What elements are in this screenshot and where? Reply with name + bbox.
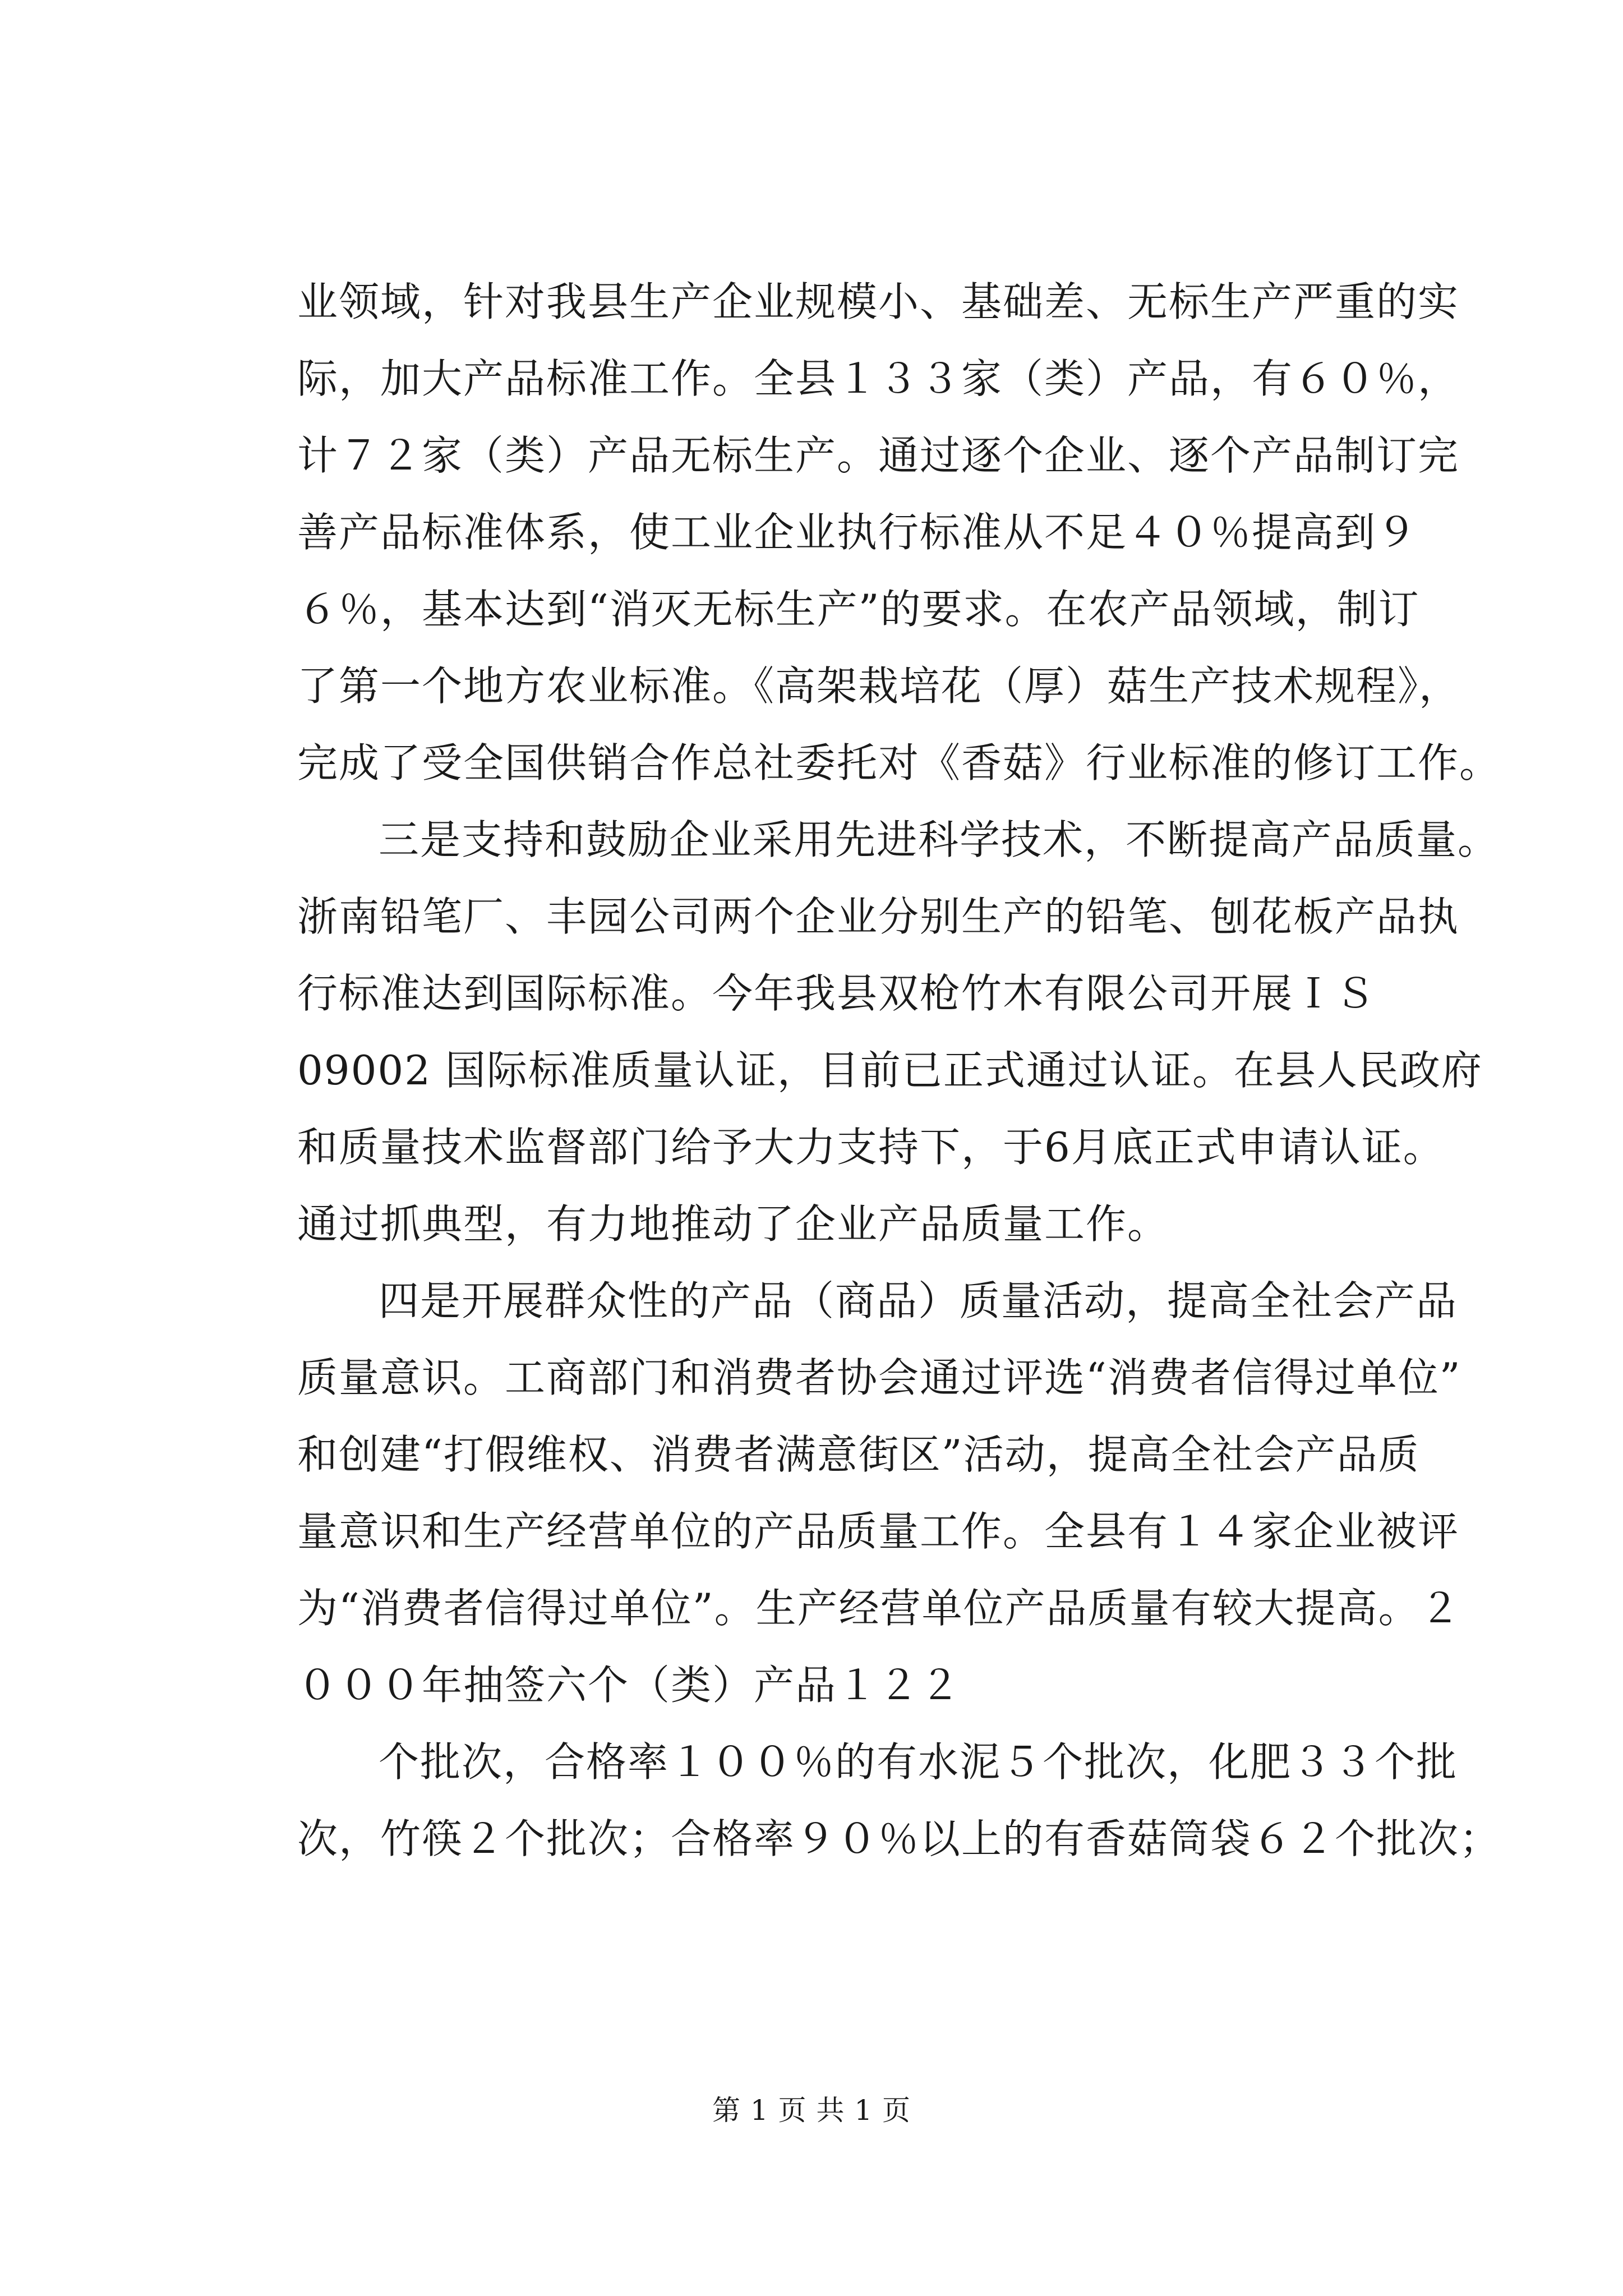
text-line: 个批次，合格率１００％的有水泥５个批次，化肥３３个批	[379, 1738, 1458, 1786]
text-line: 四是开展群众性的产品（商品）质量活动，提高全社会产品	[379, 1277, 1458, 1324]
text-line: 行标准达到国际标准。今年我县双枪竹木有限公司开展ＩＳ	[297, 970, 1377, 1017]
text-line: 三是支持和鼓励企业采用先进科学技术，不断提高产品质量。	[379, 816, 1500, 863]
paragraph-2	[297, 802, 1500, 1263]
paragraph-3	[297, 1263, 1461, 1724]
text-line: 和质量技术监督部门给予大力支持下，于6月底正式申请认证。	[297, 1124, 1445, 1171]
text-line: 为“消费者信得过单位”。生产经营单位产品质量有较大提高。２	[297, 1585, 1461, 1632]
text-line: 和创建“打假维权、消费者满意街区”活动，提高全社会产品质	[297, 1431, 1420, 1478]
paragraph-1	[297, 264, 1501, 802]
text-line: 质量意识。工商部门和消费者协会通过评选“消费者信得过单位”	[297, 1354, 1461, 1401]
text-line: 浙南铅笔厂、丰园公司两个企业分别生产的铅笔、刨花板产品执	[297, 893, 1460, 940]
text-line: ６％，基本达到“消灭无标生产”的要求。在农产品领域，制订	[297, 586, 1420, 633]
text-line: 了第一个地方农业标准。《高架栽培花（厚）菇生产技术规程》，	[297, 662, 1461, 710]
text-line: 通过抓典型，有力地推动了企业产品质量工作。	[297, 1200, 1169, 1248]
text-line: 次，竹筷２个批次；合格率９０％以上的有香菇筒袋６２个批次；	[297, 1815, 1501, 1862]
text-line: 善产品标准体系，使工业企业执行标准从不足４０％提高到９	[297, 509, 1418, 556]
text-line: 量意识和生产经营单位的产品质量工作。全县有１４家企业被评	[297, 1508, 1460, 1555]
text-line: 业领域，针对我县生产企业规模小、基础差、无标生产严重的实	[297, 278, 1460, 325]
page-footer: 第 1 页 共 1 页	[712, 2094, 911, 2127]
document-body	[297, 264, 1501, 1878]
text-line: 际，加大产品标准工作。全县１３３家（类）产品，有６０％，	[297, 355, 1460, 402]
text-line: ０００年抽签六个（类）产品１２２	[297, 1662, 962, 1709]
text-line: 计７２家（类）产品无标生产。通过逐个企业、逐个产品制订完	[297, 432, 1460, 479]
paragraph-4	[297, 1724, 1501, 1878]
text-line: 完成了受全国供销合作总社委托对《香菇》行业标准的修订工作。	[297, 739, 1501, 786]
text-line: 09002 国际标准质量认证，目前已正式通过认证。在县人民政府	[297, 1047, 1483, 1094]
